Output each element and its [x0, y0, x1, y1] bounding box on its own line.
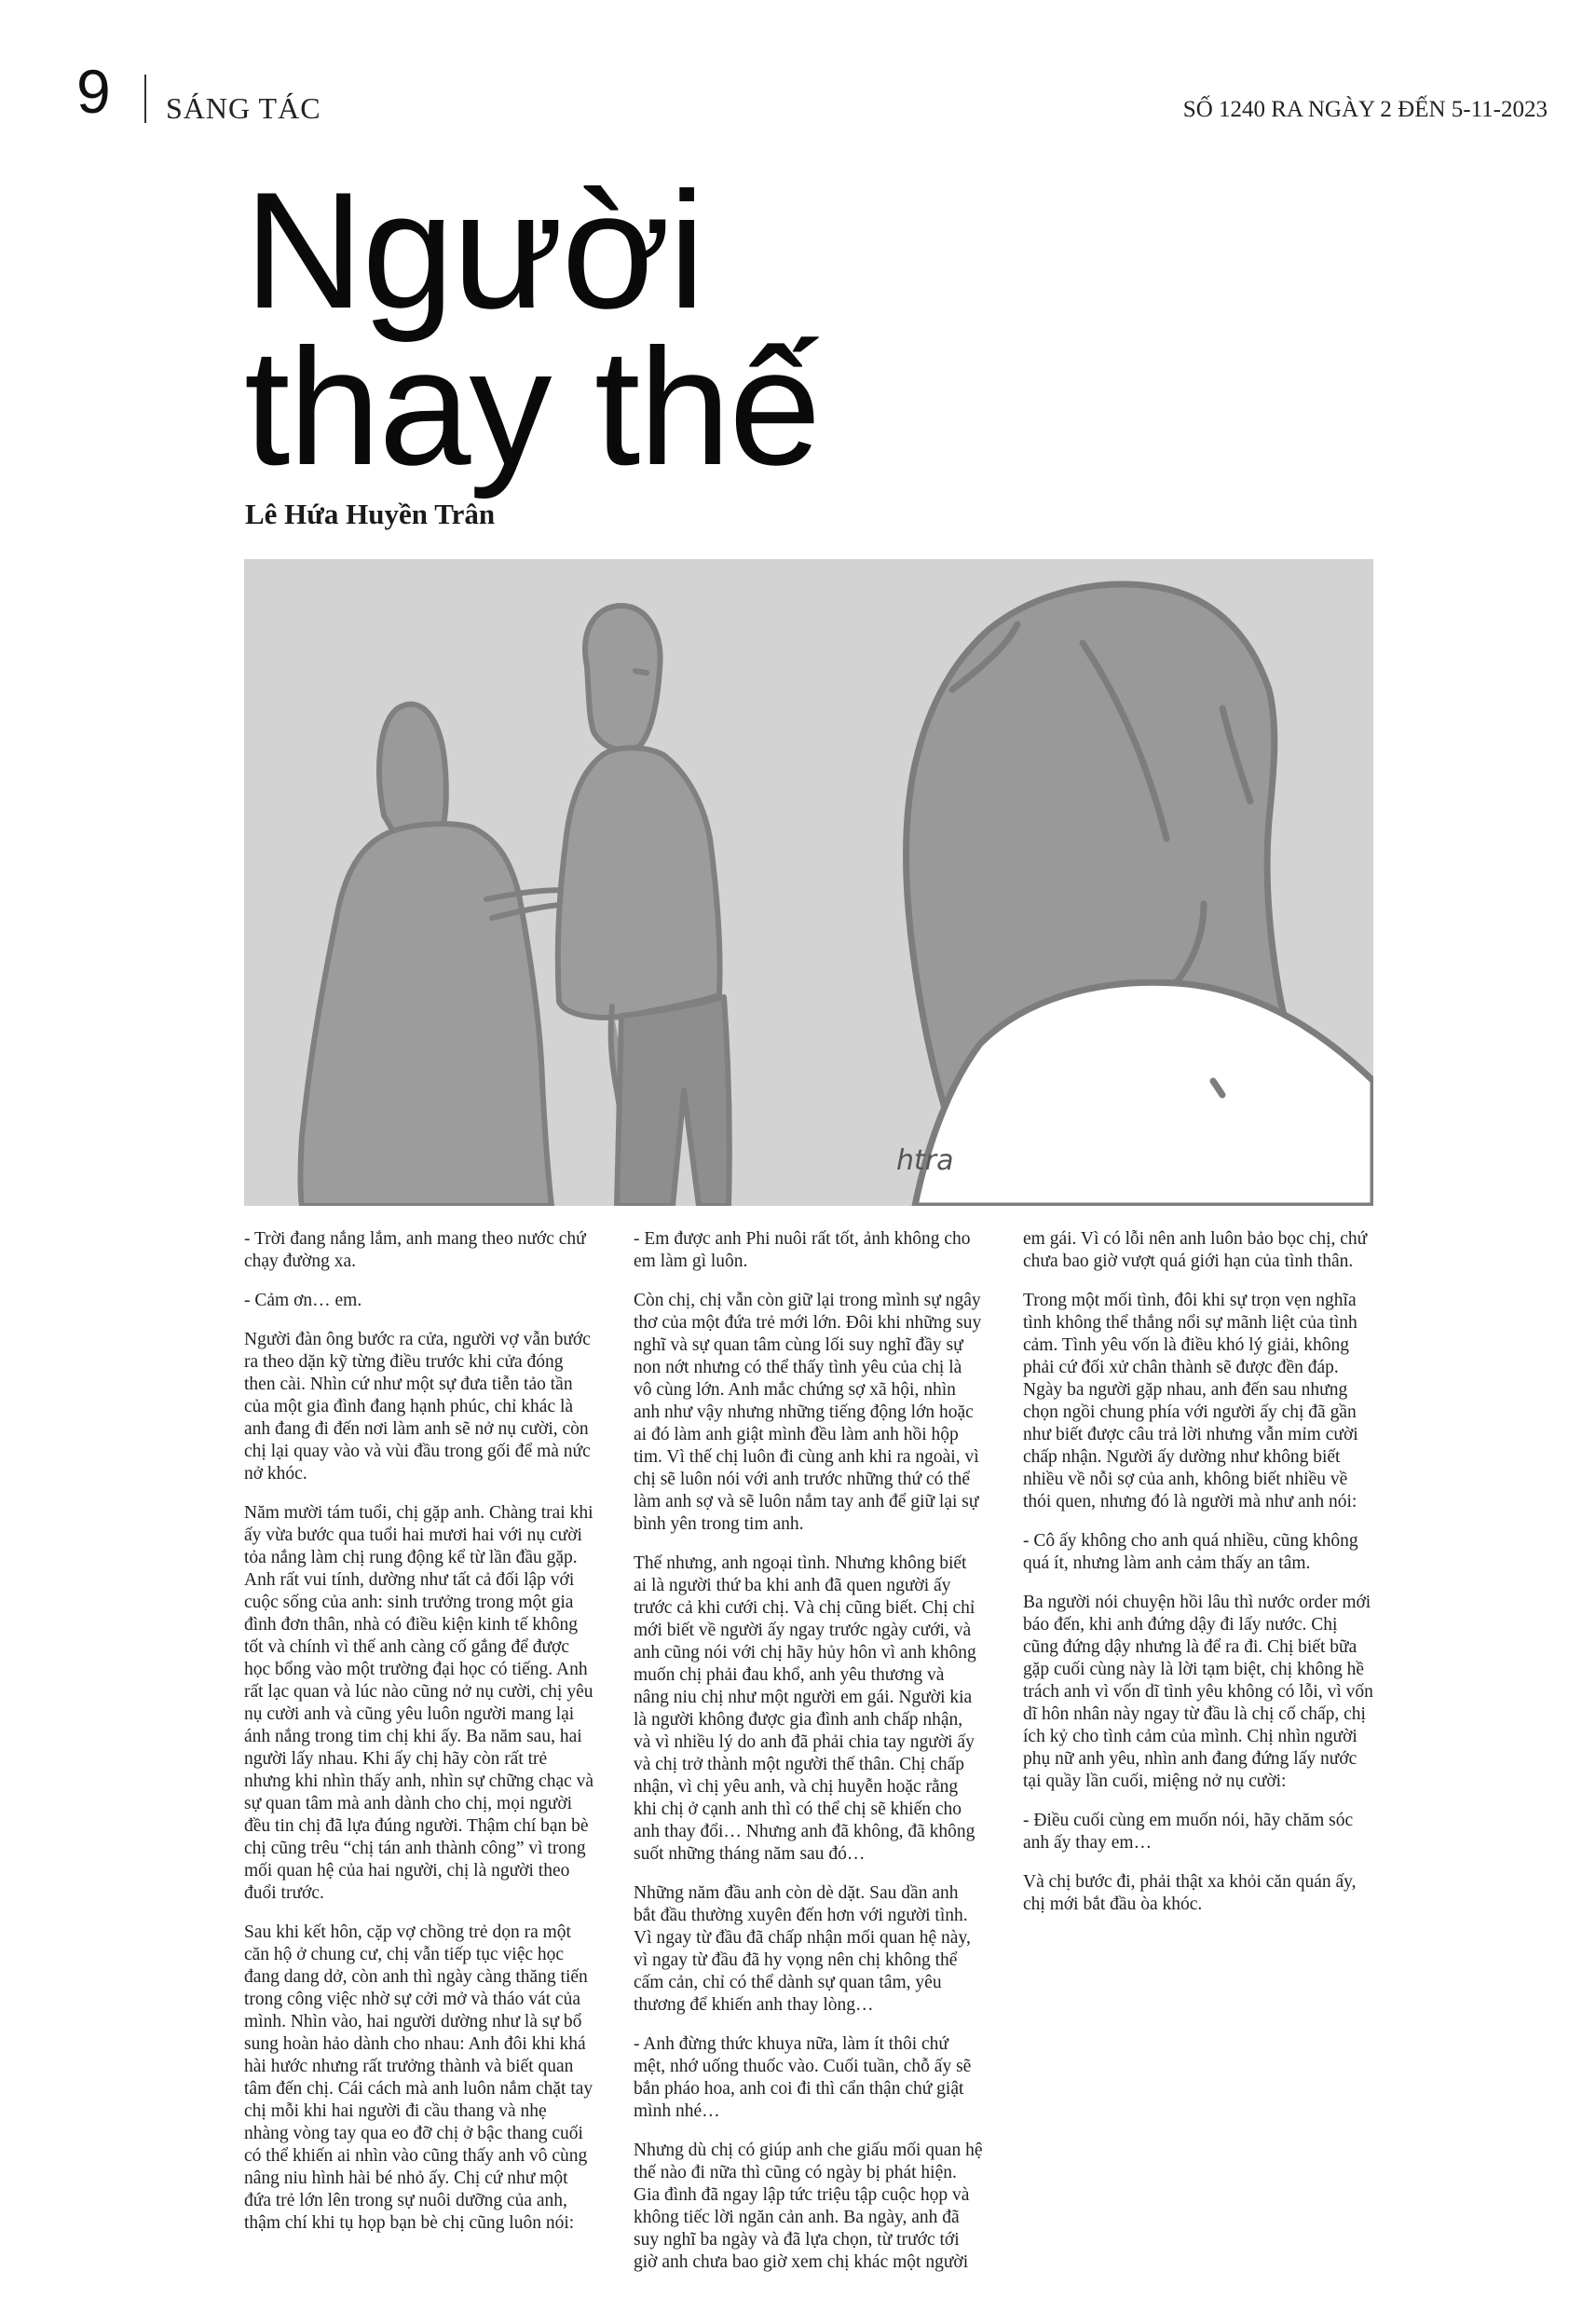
paragraph: - Cô ấy không cho anh quá nhiều, cũng không quá ít, nhưng làm anh cảm thấy an tâm.: [1023, 1531, 1358, 1573]
section-name: SÁNG TÁC: [166, 91, 321, 125]
paragraph: - Anh đừng thức khuya nữa, làm ít thôi chứ mệt, nhớ uống thuốc vào. Cuối tuần, chỗ ấy sẽ bắn pháo hoa, anh coi đi thì cẩn thận chứ giật mình nhé…: [634, 2034, 972, 2121]
page-header: [0, 0, 1596, 149]
paragraph: Sau khi kết hôn, cặp vợ chồng trẻ dọn ra một căn hộ ở chung cư, chị vẫn tiếp tục việc học đang dang dở, còn anh thì ngày càng thăng tiến trong công việc nhờ sự cởi mở và tháo vát của mình. Nhìn vào, hai người dường như là sự bổ sung hoàn hảo dành cho nhau: Anh đôi khi khá hài hước nhưng rất trưởng thành và biết quan tâm đến chị. Cái cách mà anh luôn nắm chặt tay chị mỗi khi hai người đi cầu thang và nhẹ nhàng vòng tay qua eo đỡ chị ở bậc thang cuối có thể khiến ai nhìn vào cũng thấy anh vô cùng nâng niu hình hài bé nhỏ ấy. Chị cứ như một đứa trẻ lớn lên trong sự nuôi dưỡng của anh, thậm chí khi tụ họp bạn bè chị cũng luôn nói:: [244, 1922, 593, 2233]
paragraph: Những năm đầu anh còn dè dặt. Sau dần anh bắt đầu thường xuyên đến hơn với người tình. Vì ngay từ đầu đã chấp nhận mối quan hệ này, vì ngay từ đầu đã hy vọng nên chị không thể cấm cản, chỉ có thể dành sự quan tâm, yêu thương để khiến anh thay lòng…: [634, 1883, 971, 2015]
title-line-1: Người: [244, 157, 703, 343]
issue-info: SỐ 1240 RA NGÀY 2 ĐẾN 5-11-2023: [1182, 97, 1548, 122]
article-body: [244, 1228, 1373, 2281]
header-divider: [144, 75, 146, 123]
paragraph: Nhưng dù chị có giúp anh che giấu mối quan hệ thế nào đi nữa thì cũng có ngày bị phát hiện. Gia đình đã ngay lập tức triệu tập cuộc họp và không tiếc lời ngăn cản anh. Ba ngày, anh đã suy nghĩ ba ngày và đã lựa chọn, từ trước tới giờ anh chưa bao giờ xem chị khác một người em gái. Vì có lỗi nên anh luôn bảo bọc chị, chứ chưa bao giờ vượt quá giới hạn của tình thân.: [634, 1229, 1368, 2272]
paragraph: Còn chị, chị vẫn còn giữ lại trong mình sự ngây thơ của một đứa trẻ mới lớn. Đôi khi những suy nghĩ và sự quan tâm cùng lối suy nghĩ đầy sự non nớt nhưng có thể thấy tình yêu của chị là vô cùng lớn. Anh mắc chứng sợ xã hội, nhìn anh như vậy nhưng những tiếng động lớn hoặc ai đó làm anh giật mình đều làm anh hồi hộp tim. Vì thế chị luôn đi cùng anh khi ra ngoài, vì chị sẽ luôn nói với anh trước những thứ có thể làm anh sợ và sẽ luôn nắm tay anh để giữ lại sự bình yên trong tim anh.: [634, 1291, 982, 1534]
paragraph: Năm mười tám tuổi, chị gặp anh. Chàng trai khi ấy vừa bước qua tuổi hai mươi hai với nụ cười tỏa nắng làm chị rung động kể từ lần đầu gặp. Anh rất vui tính, dường như tất cả đối lập với cuộc sống của anh: sinh trưởng trong một gia đình đơn thân, nhà có điều kiện kinh tế không tốt và chính vì thế anh càng cố gắng để được học bổng vào một trường đại học có tiếng. Anh rất lạc quan và lúc nào cũng nở nụ cười, chị yêu nụ cười anh và cũng yêu luôn người mang lại ánh nắng trong tim chị khi ấy. Ba năm sau, hai người lấy nhau. Khi ấy chị hãy còn rất trẻ nhưng khi nhìn thấy anh, nhìn sự chững chạc và sự quan tâm mà anh dành cho chị, mọi người đều tin chị đã lựa đúng người. Thậm chí bạn bè chị cũng trêu “chị tán anh thành công” vì trong mối quan hệ của hai người, chị là người theo đuổi trước.: [244, 1503, 594, 1903]
paragraph: Và chị bước đi, phải thật xa khỏi căn quán ấy, chị mới bắt đầu òa khóc.: [1023, 1872, 1357, 1914]
paragraph: Thế nhưng, anh ngoại tình. Nhưng không biết ai là người thứ ba khi anh đã quen người ấy trước cả khi cưới chị. Và chị cũng biết. Chị chỉ mới biết về người ấy ngay trước ngày cưới, và anh cũng nói với chị hãy hủy hôn vì anh không muốn chị phải đau khổ, anh yêu thương và nâng niu chị như một người em gái. Người kia là người không được gia đình anh chấp nhận, và vì nhiều lý do anh đã phải chia tay người ấy và chị trở thành một người thế thân. Chị chấp nhận, vì chị yêu anh, và chị huyễn hoặc rằng khi chị ở cạnh anh thì có thể chị sẽ khiến cho anh thay đổi… Nhưng anh đã không, đã không suốt những tháng năm sau đó…: [634, 1553, 976, 1864]
article-title: [244, 157, 820, 499]
illustration-signature: htra: [896, 1144, 954, 1177]
title-line-2: thay thế: [244, 314, 820, 499]
paragraph: - Em được anh Phi nuôi rất tốt, ảnh không cho em làm gì luôn.: [634, 1229, 971, 1271]
paragraph: - Điều cuối cùng em muốn nói, hãy chăm sóc anh ấy thay em…: [1023, 1811, 1354, 1853]
paragraph: - Trời đang nắng lắm, anh mang theo nước chứ chạy đường xa.: [244, 1229, 586, 1271]
author-byline: Lê Hứa Huyền Trân: [245, 498, 496, 530]
illustration-three-figures: [244, 559, 1373, 1206]
paragraph: Ba người nói chuyện hồi lâu thì nước order mới báo đến, khi anh đứng dậy đi lấy nước. Chị cũng đứng dậy nhưng là để ra đi. Chị biết bữa gặp cuối cùng này là lời tạm biệt, chị không hề trách anh vì vốn dĩ tình yêu không có lỗi, vì vốn dĩ hôn nhân này ngay từ đầu là chị cố chấp, chị ích kỷ cho tình cảm của mình. Chị nhìn người phụ nữ anh yêu, nhìn anh đang đứng lấy nước tại quầy lần cuối, miệng nở nụ cười:: [1023, 1593, 1373, 1791]
paragraph: Trong một mối tình, đôi khi sự trọn vẹn nghĩa tình không thể thắng nổi sự mãnh liệt của tình cảm. Tình yêu vốn là điều khó lý giải, không phải cứ đối xử chân thành sẽ được đền đáp. Ngày ba người gặp nhau, anh đến sau nhưng chọn ngồi chung phía với người ấy chị đã gần như biết được câu trả lời nhưng vẫn mỉm cười chấp nhận. Người ấy dường như không biết nhiều về nỗi sợ của anh, không biết nhiều về thói quen, nhưng đó là người mà như anh nói:: [1023, 1291, 1358, 1512]
paragraph: Người đàn ông bước ra cửa, người vợ vẫn bước ra theo dặn kỹ từng điều trước khi cửa đóng then cài. Nhìn cứ như một sự đưa tiễn tảo tần của một gia đình đang hạnh phúc, chỉ khác là anh đang đi đến nơi làm anh sẽ nở nụ cười, còn chị lại quay vào và vùi đầu trong gối để mà nức nở khóc.: [244, 1330, 591, 1484]
paragraph: - Cảm ơn… em.: [244, 1291, 362, 1310]
page-number: 9: [76, 57, 111, 126]
